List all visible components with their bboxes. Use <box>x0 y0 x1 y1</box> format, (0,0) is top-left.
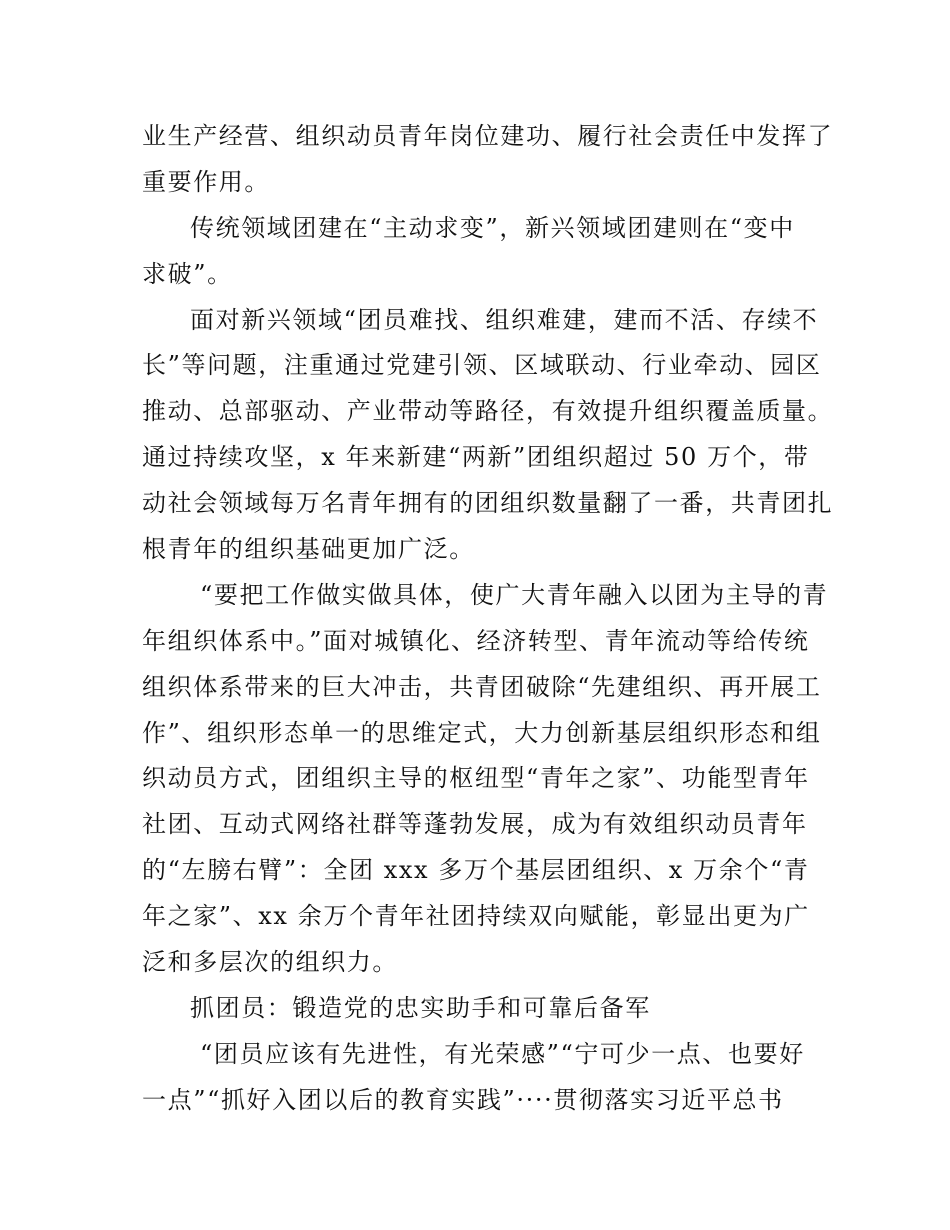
text-line: 求破”。 <box>142 259 233 288</box>
text-line: 长”等问题，注重通过党建引领、区域联动、行业牵动、园区 <box>142 351 822 380</box>
text-line: 的“左膀右臂”：全团 xxx 多万个基层团组织、x 万余个“青 <box>142 856 810 885</box>
text-line: 一点”“抓好入团以后的教育实践”····贯彻落实习近平总书 <box>142 1085 784 1114</box>
text-line: 动社会领域每万名青年拥有的团组织数量翻了一番，共青团扎 <box>142 489 834 518</box>
text-line: 推动、总部驱动、产业带动等路径，有效提升组织覆盖质量。 <box>142 397 834 426</box>
text-line: 作”、组织形态单一的思维定式，大力创新基层组织形态和组 <box>142 718 822 747</box>
text-line: 泛和多层次的组织力。 <box>142 948 398 977</box>
text-line: 通过持续攻坚，x 年来新建“两新”团组织超过 50 万个，带 <box>142 443 810 472</box>
text-line: 重要作用。 <box>142 167 270 196</box>
body-text <box>142 114 834 1124</box>
text-line: 织动员方式，团组织主导的枢纽型“青年之家”、功能型青年 <box>142 764 810 793</box>
section-heading: 抓团员：锻造党的忠实助手和可靠后备军 <box>190 993 651 1022</box>
text-line: 组织体系带来的巨大冲击，共青团破除“先建组织、再开展工 <box>142 672 822 701</box>
text-line: 年组织体系中。”面对城镇化、经济转型、青年流动等给传统 <box>142 626 810 655</box>
text-line: 根青年的组织基础更加广泛。 <box>142 535 475 564</box>
paragraph-start: 面对新兴领域“团员难找、组织难建，建而不活、存续不 <box>190 305 819 334</box>
paragraph-start: 传统领域团建在“主动求变”，新兴领域团建则在“变中 <box>190 213 795 242</box>
text-line: 年之家”、xx 余万个青年社团持续双向赋能，彰显出更为广 <box>142 902 810 931</box>
paragraph-start: “要把工作做实做具体，使广大青年融入以团为主导的青 <box>200 580 829 609</box>
text-line: 业生产经营、组织动员青年岗位建功、履行社会责任中发挥了 <box>142 122 834 150</box>
paragraph-start: “团员应该有先进性，有光荣感”“宁可少一点、也要好 <box>200 1039 805 1068</box>
text-line: 社团、互动式网络社群等蓬勃发展，成为有效组织动员青年 <box>142 810 808 839</box>
